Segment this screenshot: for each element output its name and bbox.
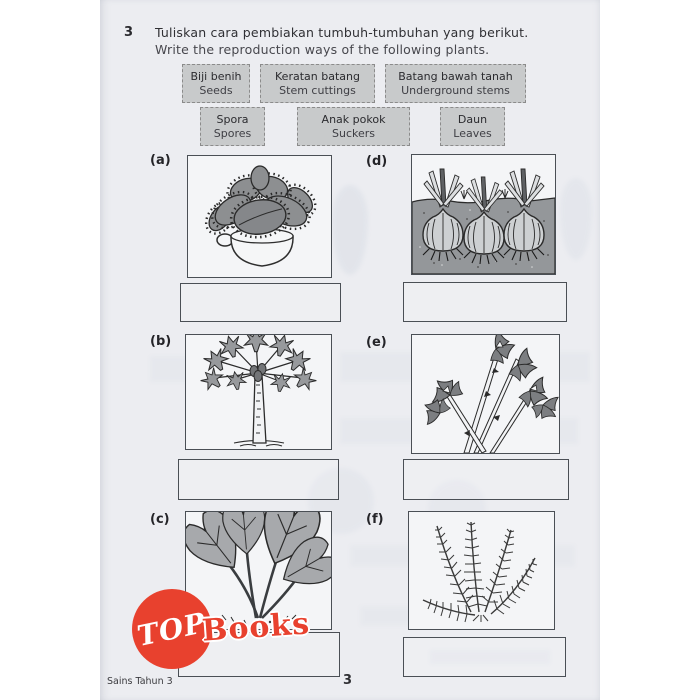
potted-plant-illustration <box>188 156 331 277</box>
option-box-spores <box>200 107 265 146</box>
option-box-suckers <box>297 107 410 146</box>
papaya-tree-illustration <box>186 335 331 449</box>
option-label-english: Underground stems <box>401 83 510 97</box>
answer-box-e[interactable] <box>403 459 569 500</box>
option-box-leaves <box>440 107 505 146</box>
question-number: 3 <box>124 25 134 40</box>
panel-label-e: (e) <box>366 335 387 350</box>
option-label-english: Stem cuttings <box>279 83 356 97</box>
option-label-english: Suckers <box>331 126 375 140</box>
option-label-english: Spores <box>213 126 252 140</box>
topbooks-logo-badge <box>132 589 212 669</box>
topbooks-logo-text: TOP <box>134 605 210 653</box>
page-number: 3 <box>343 673 353 688</box>
topbooks-brand-text: Books <box>200 606 312 649</box>
book-title: Sains Tahun 3 <box>107 676 173 687</box>
plant-image-f-fern-fronds <box>408 511 555 630</box>
panel-label-f: (f) <box>366 512 384 527</box>
plant-image-b-papaya-tree <box>185 334 332 450</box>
answer-box-a[interactable] <box>180 283 341 322</box>
option-box-seeds <box>182 64 250 103</box>
option-label-malay: Batang bawah tanah <box>398 69 513 83</box>
panel-label-d: (d) <box>366 154 388 169</box>
onion-bulbs-illustration <box>412 155 555 274</box>
option-label-malay: Spora <box>216 112 249 126</box>
panel-label-b: (b) <box>150 334 172 349</box>
option-box-stem-cuttings <box>260 64 375 103</box>
bougainvillea-illustration <box>412 335 559 453</box>
fern-fronds-illustration <box>409 512 554 629</box>
option-label-english: Leaves <box>453 126 492 140</box>
plant-image-a-potted-serrated-leaf-plant <box>187 155 332 278</box>
question-text-malay: Tuliskan cara pembiakan tumbuh-tumbuhan yang berikut. <box>155 25 529 40</box>
panel-label-c: (c) <box>150 512 170 527</box>
plant-image-e-bougainvillea-stems <box>411 334 560 454</box>
answer-box-d[interactable] <box>403 282 567 322</box>
panel-label-a: (a) <box>150 153 171 168</box>
option-label-malay: Keratan batang <box>275 69 360 83</box>
option-label-malay: Biji benih <box>190 69 242 83</box>
question-text-english: Write the reproduction ways of the following plants. <box>155 42 490 57</box>
option-label-malay: Anak pokok <box>321 112 386 126</box>
plant-image-d-onion-bulbs <box>411 154 556 275</box>
answer-box-f[interactable] <box>403 637 566 677</box>
answer-box-b[interactable] <box>178 459 339 500</box>
option-box-underground-stems <box>385 64 526 103</box>
option-label-english: Seeds <box>199 83 233 97</box>
option-label-malay: Daun <box>457 112 488 126</box>
